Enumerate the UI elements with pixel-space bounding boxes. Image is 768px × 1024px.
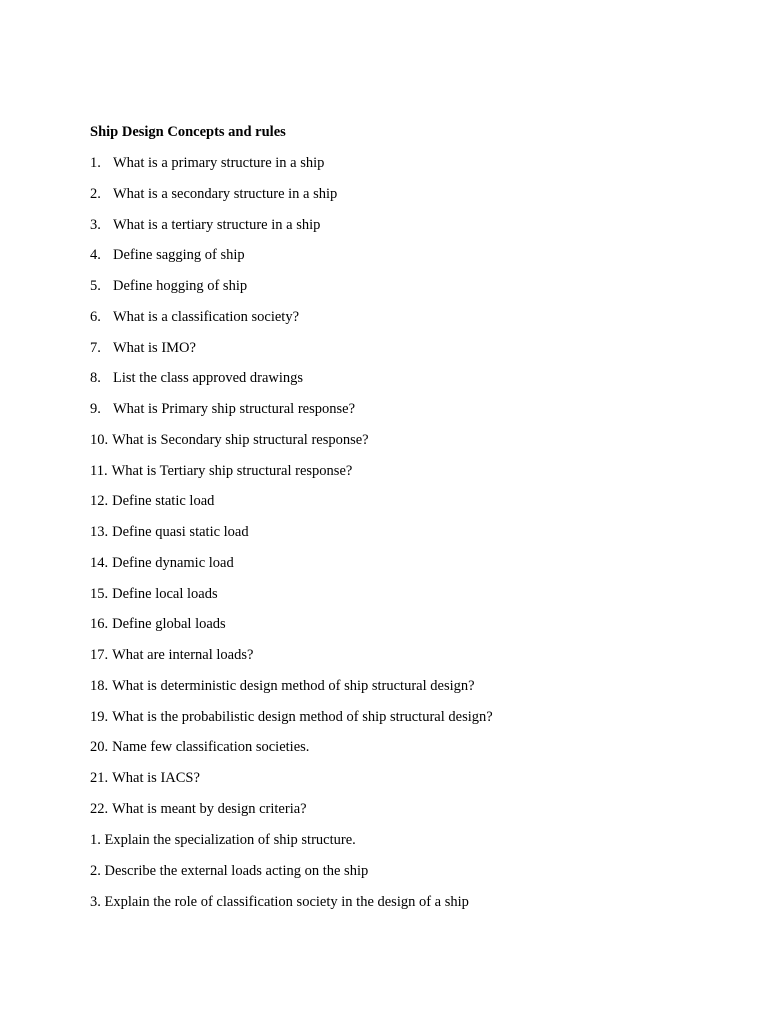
- item-text: List the class approved drawings: [113, 370, 304, 387]
- item-number: 4.: [90, 247, 101, 264]
- item-text: Define dynamic load: [112, 554, 234, 571]
- list-item: 3. Explain the role of classification society in the design of a ship: [90, 893, 469, 910]
- item-number: 20.: [90, 739, 109, 756]
- list-item: [90, 369, 493, 400]
- item-number: 13.: [90, 524, 109, 540]
- list-item: [90, 154, 493, 185]
- list-item: [90, 308, 493, 339]
- item-text: What is Secondary ship structural response?: [112, 431, 369, 448]
- item-text: Define quasi static load: [112, 524, 249, 540]
- list-item: [90, 185, 493, 216]
- list-item: [90, 677, 493, 708]
- item-number: 17.: [90, 647, 109, 663]
- item-text: Name few classification societies.: [112, 739, 310, 756]
- list-item: [90, 554, 493, 585]
- list-item: [90, 431, 493, 462]
- list-item: [90, 462, 493, 493]
- item-number: 3.: [90, 216, 101, 233]
- item-number: 6.: [90, 308, 101, 325]
- long-question-list: [90, 831, 469, 923]
- item-number: 22.: [90, 800, 109, 817]
- list-item: [90, 492, 493, 523]
- item-text: Define local loads: [112, 585, 218, 602]
- item-text: What is IMO?: [113, 339, 196, 356]
- item-text: What is Primary ship structural response?: [113, 401, 356, 417]
- item-text: What is meant by design criteria?: [112, 800, 307, 817]
- item-number: 18.: [90, 677, 109, 694]
- item-number: 12.: [90, 493, 109, 510]
- list-item: 2. Describe the external loads acting on the ship: [90, 862, 369, 879]
- list-item: [90, 615, 493, 646]
- item-text: What is a classification society?: [113, 308, 300, 325]
- item-text: What is a tertiary structure in a ship: [113, 216, 321, 233]
- item-number: 16.: [90, 616, 109, 633]
- item-text: Define global loads: [112, 616, 226, 633]
- item-text: What is the probabilistic design method of ship structural design?: [112, 708, 493, 725]
- item-number: 21.: [90, 770, 109, 786]
- list-item: [90, 246, 493, 277]
- list-item: [90, 646, 493, 677]
- list-item: [90, 738, 493, 769]
- list-item: [90, 585, 493, 616]
- list-item: [90, 769, 493, 800]
- item-number: 7.: [90, 339, 101, 356]
- document-title: Ship Design Concepts and rules: [90, 124, 286, 140]
- item-number: 11.: [90, 462, 108, 479]
- item-text: Define hogging of ship: [113, 278, 248, 294]
- item-text: Define sagging of ship: [113, 247, 245, 264]
- item-text: What are internal loads?: [112, 647, 254, 663]
- item-number: 10.: [90, 431, 109, 448]
- item-number: 5.: [90, 278, 101, 294]
- list-item: [90, 277, 493, 308]
- item-text: What is IACS?: [112, 770, 200, 786]
- item-text: What is deterministic design method of ship structural design?: [112, 677, 475, 694]
- item-text: What is a secondary structure in a ship: [113, 185, 338, 202]
- item-text: What is a primary structure in a ship: [113, 155, 325, 171]
- item-number: 19.: [90, 708, 109, 725]
- item-number: 1.: [90, 155, 101, 171]
- list-item: [90, 523, 493, 554]
- list-item: [90, 400, 493, 431]
- item-number: 2.: [90, 185, 101, 202]
- list-item: [90, 339, 493, 370]
- list-item: [90, 800, 493, 831]
- item-text: Define static load: [112, 493, 215, 510]
- list-item: [90, 708, 493, 739]
- short-question-list: [90, 154, 493, 831]
- item-number: 14.: [90, 554, 109, 571]
- list-item: [90, 216, 493, 247]
- list-item: 1. Explain the specialization of ship structure.: [90, 832, 356, 848]
- item-number: 9.: [90, 401, 101, 417]
- item-number: 8.: [90, 370, 101, 387]
- item-number: 15.: [90, 585, 109, 602]
- item-text: What is Tertiary ship structural response?: [111, 462, 353, 479]
